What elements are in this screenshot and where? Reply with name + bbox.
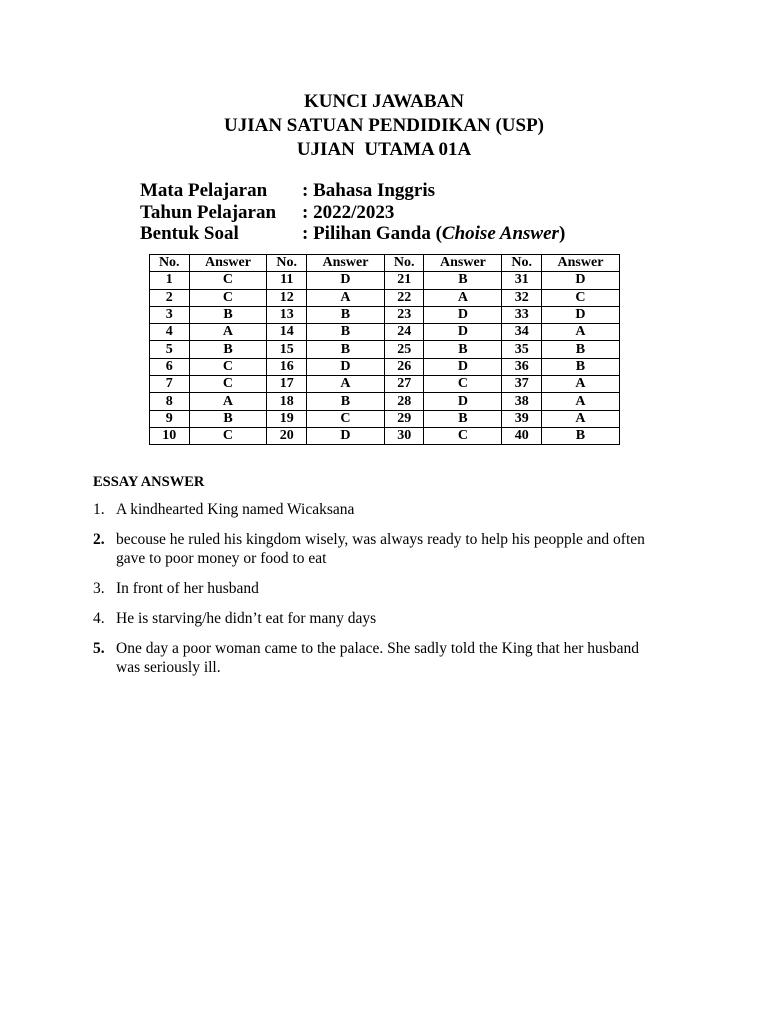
- table-row: [150, 306, 620, 323]
- essay-answer-item: [93, 579, 663, 598]
- exam-info: [140, 180, 565, 245]
- answer-cell: C: [189, 272, 267, 289]
- answer-cell: A: [306, 289, 384, 306]
- info-row-form: [140, 223, 565, 245]
- answer-cell: B: [306, 324, 384, 341]
- subject-label: Mata Pelajaran: [140, 180, 268, 201]
- year-label: Tahun Pelajaran: [140, 201, 277, 223]
- question-number-cell: 37: [502, 376, 542, 393]
- form-value: [302, 223, 565, 245]
- question-number-cell: 31: [502, 272, 542, 289]
- essay-answer-list: [93, 500, 663, 688]
- header-answer: Answer: [189, 255, 267, 272]
- essay-section-title: ESSAY ANSWER: [93, 474, 205, 490]
- essay-answer-text: He is starving/he didn’t eat for many days: [116, 610, 377, 627]
- question-number-cell: 34: [502, 324, 542, 341]
- answer-cell: A: [306, 376, 384, 393]
- question-number-cell: 21: [384, 272, 424, 289]
- question-number-cell: 1: [150, 272, 190, 289]
- answer-cell: C: [189, 289, 267, 306]
- form-value-prefix: : Pilihan Ganda (: [302, 223, 442, 244]
- header-no: No.: [150, 255, 190, 272]
- answer-cell: D: [306, 358, 384, 375]
- header-no: No.: [502, 255, 542, 272]
- info-row-year: [140, 202, 565, 224]
- question-number-cell: 19: [267, 410, 307, 427]
- question-number-cell: 36: [502, 358, 542, 375]
- answer-cell: B: [306, 306, 384, 323]
- header-answer: Answer: [306, 255, 384, 272]
- question-number-cell: 13: [267, 306, 307, 323]
- essay-answer-number: 2.: [93, 531, 105, 548]
- essay-answer-number: 5.: [93, 640, 105, 657]
- answer-cell: D: [541, 306, 619, 323]
- answer-key-body: [150, 272, 620, 445]
- form-value-italic: Choise Answer: [441, 223, 559, 244]
- header-no: No.: [384, 255, 424, 272]
- essay-answer-text: becouse he ruled his kingdom wisely, was always ready to help his peopple and often gave to poor money or food to eat: [116, 531, 645, 567]
- answer-cell: B: [424, 272, 502, 289]
- table-row: [150, 393, 620, 410]
- essay-answer-text: In front of her husband: [116, 580, 259, 597]
- question-number-cell: 10: [150, 427, 190, 444]
- table-row: [150, 272, 620, 289]
- question-number-cell: 7: [150, 376, 190, 393]
- answer-cell: B: [189, 306, 267, 323]
- table-row: [150, 376, 620, 393]
- answer-cell: B: [541, 341, 619, 358]
- essay-answer-item: [93, 609, 663, 628]
- answer-cell: D: [541, 272, 619, 289]
- question-number-cell: 14: [267, 324, 307, 341]
- answer-cell: C: [541, 289, 619, 306]
- question-number-cell: 15: [267, 341, 307, 358]
- answer-cell: A: [541, 324, 619, 341]
- question-number-cell: 39: [502, 410, 542, 427]
- question-number-cell: 8: [150, 393, 190, 410]
- answer-cell: D: [424, 306, 502, 323]
- essay-answer-item: [93, 530, 663, 568]
- question-number-cell: 24: [384, 324, 424, 341]
- answer-cell: C: [189, 376, 267, 393]
- answer-cell: D: [306, 427, 384, 444]
- question-number-cell: 5: [150, 341, 190, 358]
- answer-cell: A: [189, 393, 267, 410]
- question-number-cell: 30: [384, 427, 424, 444]
- question-number-cell: 35: [502, 341, 542, 358]
- header-answer: Answer: [541, 255, 619, 272]
- question-number-cell: 28: [384, 393, 424, 410]
- answer-cell: D: [424, 393, 502, 410]
- table-row: [150, 324, 620, 341]
- question-number-cell: 20: [267, 427, 307, 444]
- answer-cell: D: [306, 272, 384, 289]
- answer-cell: A: [189, 324, 267, 341]
- answer-key-table: [149, 254, 620, 445]
- essay-answer-text: One day a poor woman came to the palace. She sadly told the King that her husband was seriously ill.: [116, 640, 639, 676]
- table-row: [150, 289, 620, 306]
- answer-cell: C: [189, 358, 267, 375]
- question-number-cell: 16: [267, 358, 307, 375]
- table-row: [150, 410, 620, 427]
- answer-cell: C: [424, 427, 502, 444]
- form-value-suffix: ): [558, 223, 566, 244]
- table-row: [150, 358, 620, 375]
- answer-cell: A: [541, 393, 619, 410]
- essay-answer-item: [93, 500, 663, 519]
- question-number-cell: 27: [384, 376, 424, 393]
- form-label: Bentuk Soal: [140, 223, 239, 244]
- answer-cell: A: [541, 376, 619, 393]
- question-number-cell: 40: [502, 427, 542, 444]
- question-number-cell: 11: [267, 272, 307, 289]
- answer-cell: B: [189, 410, 267, 427]
- answer-cell: C: [189, 427, 267, 444]
- title-exam-code: UJIAN UTAMA 01A: [296, 139, 472, 160]
- answer-cell: B: [306, 341, 384, 358]
- question-number-cell: 29: [384, 410, 424, 427]
- answer-cell: A: [541, 410, 619, 427]
- header-no: No.: [267, 255, 307, 272]
- info-row-subject: [140, 180, 565, 202]
- essay-answer-number: 3.: [93, 580, 105, 597]
- question-number-cell: 6: [150, 358, 190, 375]
- title-answer-key: KUNCI JAWABAN: [304, 91, 464, 112]
- question-number-cell: 2: [150, 289, 190, 306]
- table-row: [150, 341, 620, 358]
- question-number-cell: 3: [150, 306, 190, 323]
- answer-cell: C: [306, 410, 384, 427]
- answer-cell: B: [424, 341, 502, 358]
- year-value: : 2022/2023: [302, 201, 395, 223]
- question-number-cell: 25: [384, 341, 424, 358]
- answer-cell: D: [424, 324, 502, 341]
- essay-answer-item: [93, 639, 663, 677]
- essay-answer-number: 4.: [93, 610, 105, 627]
- answer-cell: B: [541, 427, 619, 444]
- answer-cell: B: [189, 341, 267, 358]
- question-number-cell: 33: [502, 306, 542, 323]
- answer-cell: B: [306, 393, 384, 410]
- table-header-row: [150, 255, 620, 272]
- answer-cell: B: [541, 358, 619, 375]
- document-header: [0, 90, 768, 162]
- table-row: [150, 427, 620, 444]
- question-number-cell: 32: [502, 289, 542, 306]
- essay-answer-number: 1.: [93, 501, 105, 518]
- question-number-cell: 9: [150, 410, 190, 427]
- subject-value: : Bahasa Inggris: [302, 180, 436, 201]
- answer-cell: C: [424, 376, 502, 393]
- question-number-cell: 12: [267, 289, 307, 306]
- question-number-cell: 23: [384, 306, 424, 323]
- question-number-cell: 38: [502, 393, 542, 410]
- essay-answer-text: A kindhearted King named Wicaksana: [116, 501, 355, 518]
- question-number-cell: 22: [384, 289, 424, 306]
- header-answer: Answer: [424, 255, 502, 272]
- question-number-cell: 17: [267, 376, 307, 393]
- question-number-cell: 4: [150, 324, 190, 341]
- answer-cell: B: [424, 410, 502, 427]
- title-exam-name: UJIAN SATUAN PENDIDIKAN (USP): [223, 115, 545, 136]
- question-number-cell: 18: [267, 393, 307, 410]
- answer-cell: D: [424, 358, 502, 375]
- question-number-cell: 26: [384, 358, 424, 375]
- answer-cell: A: [424, 289, 502, 306]
